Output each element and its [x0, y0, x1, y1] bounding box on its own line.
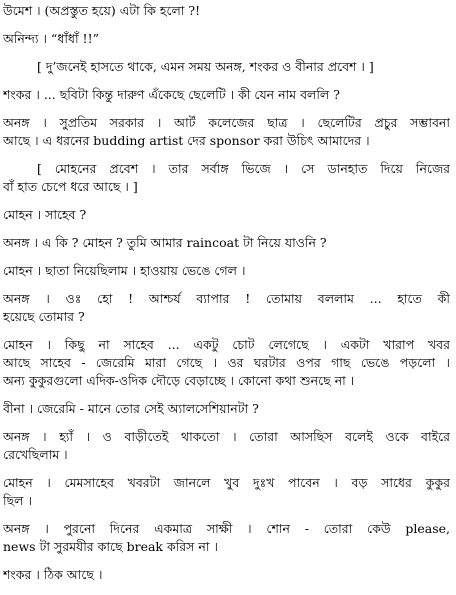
dialogue-ananga [3, 428, 450, 464]
text-line: news টা সুরমযীর কাছে break করিস না । [3, 539, 218, 554]
dialogue-mohan [3, 206, 450, 224]
stage-direction-entry [3, 58, 450, 76]
stage-direction-mohan-entry [3, 160, 450, 196]
dialogue-ananga [3, 290, 450, 326]
text-line: অনঙ্গ । এ কি ? মোহন ? তুমি আমার raincoat টা নিয়ে যাওনি ? [3, 235, 327, 250]
text-line: [ মোহনের প্রবেশ । তার সর্বাঙ্গ ভিজে । সে ডানহাত দিয়ে নিজের [37, 161, 450, 176]
text-line: আছে সাহেব - জেরেমি মারা গেছে । ওর ঘরটার ওপর গাছ ভেঙে পড়লো । [3, 355, 450, 370]
text-line: অনঙ্গ । হ্যাঁ । ও বাড়ীতেই থাকতো । তোরা আসছিস বলেই ওকে বাইরে [3, 429, 450, 444]
text-line: অনঙ্গ । ওঃ হো ! আশ্চর্য ব্যাপার ! তোমায় বললাম ... হাতে কী [3, 291, 450, 306]
text-line: রেখেছিলাম । [3, 447, 68, 462]
text-line: অন্য কুকুরগুলো এদিক-ওদিক দৌড়ে বেড়াচ্ছে । কোনো কথা শুনছে না । [3, 373, 355, 388]
text-line: অনঙ্গ । সুপ্রতিম সরকার । আর্ট কলেজের ছাত্র । ছেলেটির প্রচুর সম্ভাবনা [3, 115, 450, 130]
text-line: শংকর । ... ছবিটা কিন্তু দারুণ এঁকেছে ছেলেটি । কী যেন নাম বললি ? [3, 87, 340, 102]
text-line: অনঙ্গ । পুরনো দিনের একমাত্র সাক্ষী । শোন - তোরা কেউ please, [3, 521, 450, 536]
dialogue-bina [3, 400, 450, 418]
dialogue-ananga [3, 234, 450, 252]
text-line: মোহন । মেমসাহেব খবরটা জানলে খুব দুঃখ পাবেন । বড় সাধের কুকুর [3, 475, 450, 490]
text-line: মোহন । ছাতা নিয়েছিলাম । হাওয়ায় ভেঙে গেল । [3, 263, 246, 278]
text-line: মোহন । সাহেব ? [3, 207, 87, 222]
text-line: মোহন । কিছু না সাহেব ... একটু চোট লেগেছে । একটা খারাপ খবর [3, 337, 450, 352]
dialogue-shankar [3, 566, 450, 584]
text-line: শংকর । ঠিক আছে । [3, 567, 103, 582]
dialogue-mohan [3, 474, 450, 510]
text-line: ছিল । [3, 493, 32, 508]
dialogue-umesh [3, 2, 450, 20]
text-line: বীনা । জেরেমি - মানে তোর সেই অ্যালসেশিয়ানটা ? [3, 401, 259, 416]
dialogue-ananga [3, 520, 450, 556]
dialogue-mohan [3, 336, 450, 390]
dialogue-mohan [3, 262, 450, 280]
text-line: বাঁ হাত চেপে ধরে আছে । ] [3, 179, 138, 194]
text-line: হয়েছে তোমার ? [3, 309, 85, 324]
dialogue-anindya [3, 30, 450, 48]
dialogue-ananga [3, 114, 450, 150]
dialogue-shankar [3, 86, 450, 104]
text-line: উমেশ । (অপ্রস্তুত হয়ে) এটা কি হলো ?! [3, 3, 201, 18]
text-line: অনিন্দ্য । “ধাঁধাঁ !!” [3, 31, 99, 46]
text-line: আছে । এ ধরনের budding artist দের sponsor করা উচিৎ আমাদের । [3, 133, 370, 148]
text-line: [ দু’জনেই হাসতে থাকে, এমন সময় অনঙ্গ, শংকর ও বীনার প্রবেশ । ] [37, 59, 374, 74]
